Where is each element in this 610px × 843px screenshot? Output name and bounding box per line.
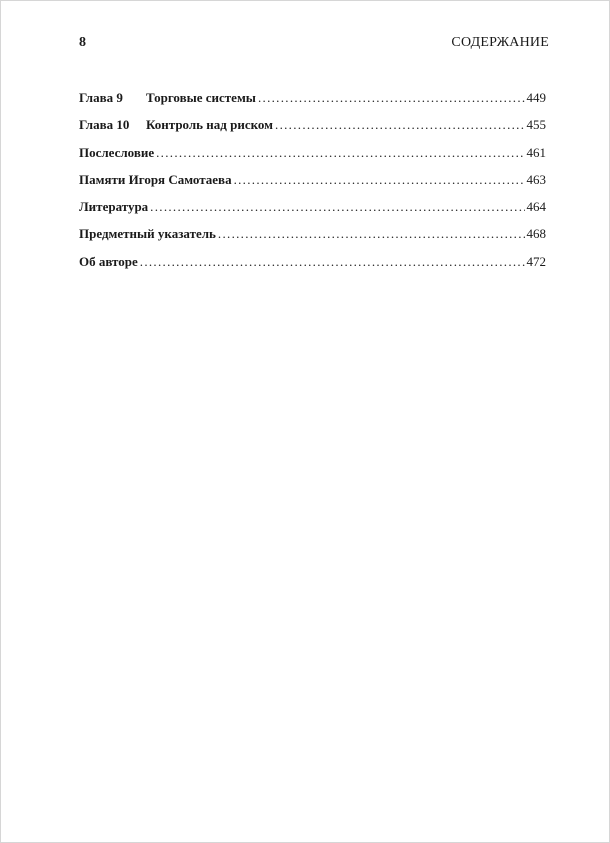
page-number: 8	[79, 35, 86, 50]
dot-leader	[275, 117, 524, 133]
toc-page-number: 472	[526, 253, 546, 269]
toc-page-number: 455	[526, 117, 546, 133]
dot-leader	[150, 199, 524, 215]
toc-entry	[79, 226, 546, 253]
dot-leader	[234, 172, 525, 188]
toc-page-number: 461	[526, 144, 546, 160]
toc-page-number: 468	[526, 226, 546, 242]
dot-leader	[140, 254, 525, 270]
toc-entry-title: Послесловие	[79, 144, 155, 160]
toc-entry-title: Предметный указатель	[79, 226, 216, 242]
toc-entry	[79, 199, 546, 226]
toc-entry	[79, 145, 546, 172]
toc-entry-title: Контроль над риском	[146, 117, 274, 133]
dot-leader	[218, 226, 525, 242]
section-title: СОДЕРЖАНИЕ	[451, 35, 549, 50]
dot-leader	[258, 90, 525, 106]
toc-entry-title: Памяти Игоря Самотаева	[79, 171, 232, 187]
toc-entry-title: Об авторе	[79, 253, 138, 269]
toc-entry	[79, 117, 546, 144]
running-head	[79, 35, 549, 55]
toc-chapter-label: Глава 9	[79, 90, 123, 105]
toc-page-number: 449	[526, 90, 546, 105]
toc-entry	[79, 172, 546, 199]
toc-entry	[79, 254, 546, 281]
toc-entry	[79, 90, 546, 117]
toc-page-number: 463	[526, 171, 546, 187]
toc-chapter-label: Глава 10	[79, 117, 130, 133]
toc-page-number: 464	[526, 199, 546, 215]
table-of-contents	[79, 90, 546, 281]
dot-leader	[156, 145, 524, 161]
toc-entry-title: Литература	[79, 199, 149, 215]
toc-entry-title: Торговые системы	[146, 90, 256, 105]
